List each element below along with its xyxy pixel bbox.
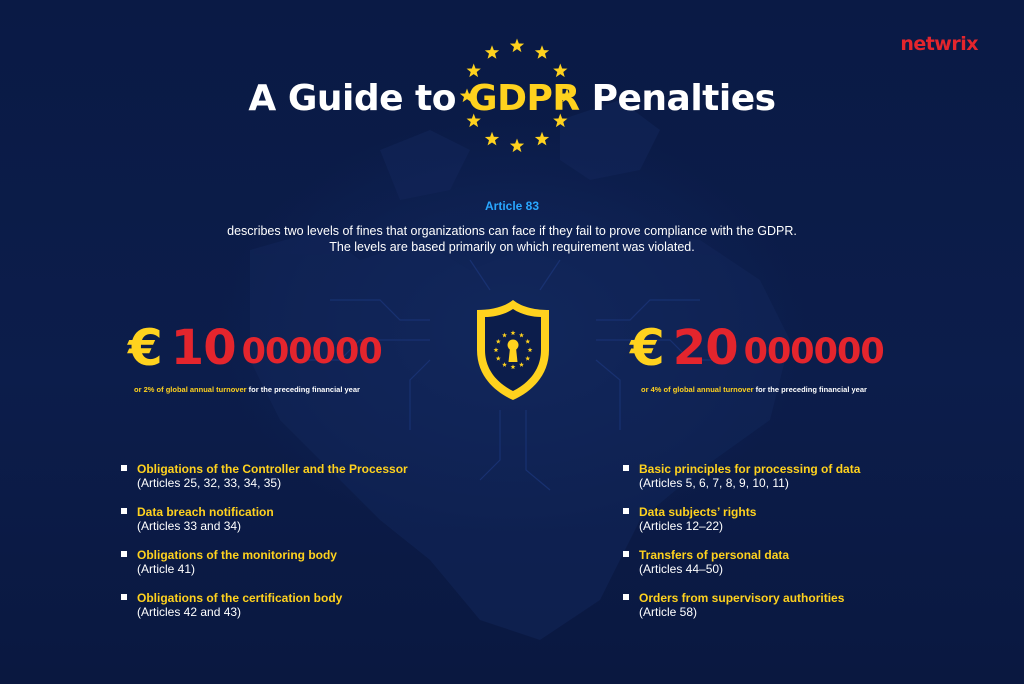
bullet-icon bbox=[121, 551, 127, 557]
list-item bbox=[623, 591, 943, 620]
tier1-note-turnover: global annual turnover bbox=[165, 385, 247, 394]
list-item-articles: (Article 41) bbox=[137, 562, 196, 576]
list-item-articles: (Articles 33 and 34) bbox=[137, 519, 242, 533]
tier1-note-of: of bbox=[156, 385, 164, 394]
tier1-note bbox=[134, 385, 360, 394]
tier2-note-percent: 4% bbox=[650, 385, 662, 394]
tier1-amount-big: 10 bbox=[170, 320, 236, 376]
tier2-note-of: of bbox=[663, 385, 671, 394]
list-item-articles: (Articles 44–50) bbox=[639, 562, 724, 576]
intro-description bbox=[0, 223, 1024, 255]
tier2-note-turnover: global annual turnover bbox=[672, 385, 754, 394]
list-item-title: Obligations of the Controller and the Processor bbox=[137, 462, 408, 476]
list-item-articles: (Article 58) bbox=[639, 605, 698, 619]
eu-star-icon bbox=[485, 45, 499, 59]
bullet-icon bbox=[121, 594, 127, 600]
tier2-amount bbox=[630, 318, 884, 378]
list-item-title: Data subjects’ rights bbox=[639, 505, 757, 519]
list-item bbox=[121, 462, 441, 491]
tier2-note bbox=[641, 385, 867, 394]
eu-star-icon bbox=[485, 132, 499, 146]
tier2-amount-small: 000000 bbox=[743, 332, 884, 372]
bullet-icon bbox=[623, 508, 629, 514]
tier1-currency: € bbox=[128, 319, 163, 377]
bullet-icon bbox=[121, 465, 127, 471]
bullet-icon bbox=[623, 594, 629, 600]
tier1-note-prefix: or bbox=[134, 385, 142, 394]
list-item-title: Orders from supervisory authorities bbox=[639, 591, 845, 605]
list-item-title: Basic principles for processing of data bbox=[639, 462, 861, 476]
tier2-amount-big: 20 bbox=[672, 320, 738, 376]
eu-star-icon bbox=[510, 139, 524, 153]
list-item-articles: (Articles 25, 32, 33, 34, 35) bbox=[137, 476, 282, 490]
title-suffix: Penalties bbox=[579, 78, 776, 119]
bullet-icon bbox=[121, 508, 127, 514]
tier2-currency: € bbox=[630, 319, 665, 377]
tier1-note-percent: 2% bbox=[143, 385, 155, 394]
list-item bbox=[623, 505, 943, 534]
bullet-icon bbox=[623, 551, 629, 557]
tier1-note-suffix: for the preceding financial year bbox=[248, 385, 360, 394]
title-highlight: GDPR bbox=[468, 78, 580, 119]
article-label: Article 83 bbox=[484, 199, 540, 213]
page-title bbox=[0, 78, 1024, 119]
title-prefix: A Guide to bbox=[248, 78, 469, 119]
list-item-articles: (Articles 5, 6, 7, 8, 9, 10, 11) bbox=[639, 476, 789, 490]
intro-line-1: describes two levels of fines that organizations can face if they fail to prove compliance with the GDPR. bbox=[227, 224, 797, 238]
list-item-articles: (Articles 42 and 43) bbox=[137, 605, 242, 619]
bullet-icon bbox=[623, 465, 629, 471]
shield-keyhole-icon bbox=[473, 298, 553, 402]
tier1-violations-list bbox=[121, 462, 441, 634]
list-item bbox=[121, 505, 441, 534]
eu-star-icon bbox=[535, 45, 549, 59]
eu-star-icon bbox=[467, 64, 481, 78]
list-item-title: Obligations of the certification body bbox=[137, 591, 343, 605]
list-item-articles: (Articles 12–22) bbox=[639, 519, 724, 533]
intro-line-2: The levels are based primarily on which requirement was violated. bbox=[329, 240, 695, 254]
tier2-violations-list bbox=[623, 462, 943, 634]
list-item bbox=[623, 548, 943, 577]
list-item-title: Data breach notification bbox=[137, 505, 274, 519]
netwrix-logo: netwrix bbox=[900, 33, 978, 55]
tier2-note-prefix: or bbox=[641, 385, 649, 394]
list-item bbox=[623, 462, 943, 491]
eu-star-icon bbox=[510, 39, 524, 53]
tier1-amount-small: 000000 bbox=[241, 332, 382, 372]
list-item bbox=[121, 548, 441, 577]
tier2-note-suffix: for the preceding financial year bbox=[755, 385, 867, 394]
eu-star-icon bbox=[535, 132, 549, 146]
list-item-title: Transfers of personal data bbox=[639, 548, 790, 562]
list-item-title: Obligations of the monitoring body bbox=[137, 548, 337, 562]
list-item bbox=[121, 591, 441, 620]
tier1-amount bbox=[128, 318, 382, 378]
eu-star-icon bbox=[553, 64, 567, 78]
